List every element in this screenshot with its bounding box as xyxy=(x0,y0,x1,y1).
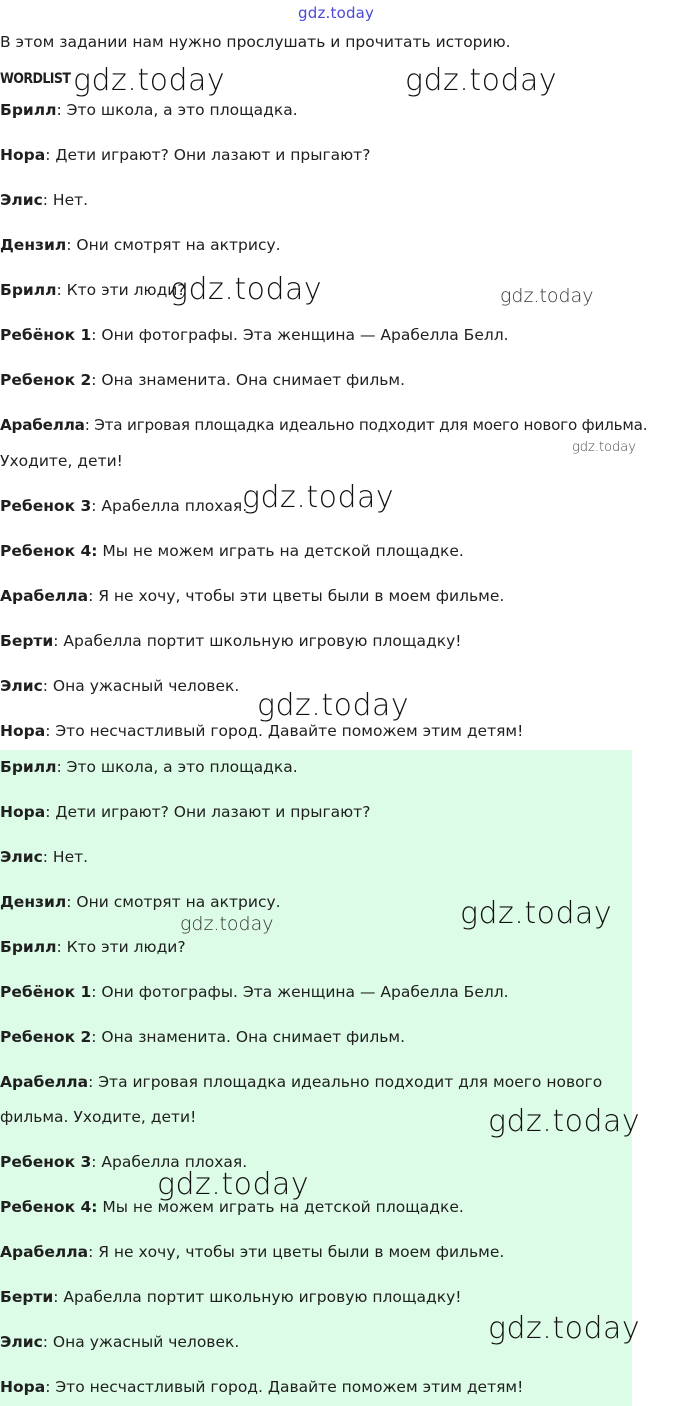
dialogue-line xyxy=(0,983,509,1001)
speaker-name: Ребенок 2 xyxy=(0,1028,92,1046)
line-text: : Они фотографы. Эта женщина — Арабелла Белл. xyxy=(91,983,509,1001)
dialogue-line xyxy=(0,1288,461,1306)
dialogue-line xyxy=(0,758,298,776)
watermark: gdz.today xyxy=(488,1311,641,1346)
dialogue-line xyxy=(0,497,247,515)
watermark: gdz.today xyxy=(572,440,636,455)
watermark: gdz.today xyxy=(405,63,558,98)
line-text: : Они фотографы. Эта женщина — Арабелла Белл. xyxy=(91,326,509,344)
dialogue-line xyxy=(0,326,509,344)
speaker-name: Ребенок 2 xyxy=(0,371,92,389)
line-text: : Это школа, а это площадка. xyxy=(56,758,298,776)
speaker-name: Арабелла xyxy=(0,416,85,434)
line-text: : Дети играют? Они лазают и прыгают? xyxy=(45,803,371,821)
speaker-name: Арабелла xyxy=(0,1073,89,1091)
line-text: : Эта игровая площадка идеально подходит для моего нового фильма. xyxy=(84,416,648,434)
speaker-name: Дензил xyxy=(0,236,67,254)
dialogue-line xyxy=(0,1028,405,1046)
line-text: : Они смотрят на актрису. xyxy=(66,893,281,911)
speaker-name: Ребёнок 1 xyxy=(0,326,92,344)
line-text: : Дети играют? Они лазают и прыгают? xyxy=(45,146,371,164)
line-text: : Это несчастливый город. Давайте поможем этим детям! xyxy=(45,722,524,740)
line-text: : Арабелла плохая. xyxy=(91,497,248,515)
line-text: : Арабелла портит школьную игровую площадку! xyxy=(53,1288,462,1306)
watermark: gdz.today xyxy=(242,480,395,515)
speaker-name: Ребёнок 1 xyxy=(0,983,92,1001)
watermark: gdz.today xyxy=(500,285,594,307)
dialogue-line xyxy=(0,803,370,821)
line-text: : Она ужасный человек. xyxy=(42,1333,240,1351)
dialogue-line xyxy=(0,281,186,299)
speaker-name: Нора xyxy=(0,1378,46,1396)
dialogue-line xyxy=(0,416,647,434)
watermark: gdz.today xyxy=(488,1104,641,1139)
dialogue-line xyxy=(0,1073,602,1091)
speaker-name: Берти xyxy=(0,632,54,650)
dialogue-line-continuation: фильма. Уходите, дети! xyxy=(0,1108,197,1126)
speaker-name: Брилл xyxy=(0,758,57,776)
dialogue-line xyxy=(0,587,504,605)
site-logo-link[interactable]: gdz.today xyxy=(298,4,375,22)
speaker-name: Элис xyxy=(0,1333,43,1351)
line-text: : Она знаменита. Она снимает фильм. xyxy=(91,1028,406,1046)
speaker-name: Нора xyxy=(0,722,46,740)
watermark: gdz.today xyxy=(460,896,613,931)
dialogue-line xyxy=(0,101,298,119)
speaker-name: Нора xyxy=(0,146,46,164)
speaker-name: Брилл xyxy=(0,938,57,956)
speaker-name: Ребенок 3 xyxy=(0,1153,92,1171)
speaker-name: Нора xyxy=(0,803,46,821)
dialogue-line xyxy=(0,632,461,650)
speaker-name: Элис xyxy=(0,677,43,695)
dialogue-line xyxy=(0,191,88,209)
watermark: gdz.today xyxy=(73,63,226,98)
speaker-name: Элис xyxy=(0,191,43,209)
speaker-name: Ребенок 4: xyxy=(0,1198,98,1216)
dialogue-line xyxy=(0,371,405,389)
dialogue-line xyxy=(0,236,281,254)
speaker-name: Арабелла xyxy=(0,1243,89,1261)
speaker-name: Ребенок 4: xyxy=(0,542,98,560)
line-text: : Они смотрят на актрису. xyxy=(66,236,281,254)
dialogue-line xyxy=(0,677,239,695)
intro-text: В этом задании нам нужно прослушать и прочитать историю. xyxy=(0,33,511,51)
line-text: : Арабелла портит школьную игровую площадку! xyxy=(53,632,462,650)
speaker-name: Берти xyxy=(0,1288,54,1306)
wordlist-label[interactable]: WORDLIST xyxy=(0,71,71,87)
speaker-name: Брилл xyxy=(0,281,57,299)
watermark: gdz.today xyxy=(170,272,323,307)
dialogue-line xyxy=(0,893,281,911)
speaker-name: Арабелла xyxy=(0,587,89,605)
speaker-name: Элис xyxy=(0,848,43,866)
line-text: : Кто эти люди? xyxy=(56,281,186,299)
line-text: Мы не можем играть на детской площадке. xyxy=(97,542,464,560)
watermark: gdz.today xyxy=(257,688,410,723)
dialogue-line xyxy=(0,722,523,740)
line-text: : Я не хочу, чтобы эти цветы были в моем фильме. xyxy=(88,587,505,605)
line-text: : Она знаменита. Она снимает фильм. xyxy=(91,371,406,389)
speaker-name: Дензил xyxy=(0,893,67,911)
dialogue-line xyxy=(0,542,464,560)
line-text: : Кто эти люди? xyxy=(56,938,186,956)
dialogue-line xyxy=(0,1333,239,1351)
line-text: : Она ужасный человек. xyxy=(42,677,240,695)
dialogue-line xyxy=(0,146,370,164)
line-text: : Это несчастливый город. Давайте поможем этим детям! xyxy=(45,1378,524,1396)
dialogue-line xyxy=(0,848,88,866)
dialogue-line-continuation: Уходите, дети! xyxy=(0,452,123,470)
watermark: gdz.today xyxy=(180,913,274,935)
dialogue-line xyxy=(0,1243,504,1261)
line-text: Мы не можем играть на детской площадке. xyxy=(97,1198,464,1216)
speaker-name: Ребенок 3 xyxy=(0,497,92,515)
line-text: : Эта игровая площадка идеально подходит для моего нового xyxy=(88,1073,603,1091)
speaker-name: Брилл xyxy=(0,101,57,119)
line-text: : Нет. xyxy=(42,848,89,866)
watermark: gdz.today xyxy=(157,1167,310,1202)
line-text: : Это школа, а это площадка. xyxy=(56,101,298,119)
dialogue-line xyxy=(0,938,186,956)
line-text: : Я не хочу, чтобы эти цветы были в моем фильме. xyxy=(88,1243,505,1261)
line-text: : Нет. xyxy=(42,191,89,209)
dialogue-line xyxy=(0,1378,523,1396)
line-text: : Арабелла плохая. xyxy=(91,1153,248,1171)
